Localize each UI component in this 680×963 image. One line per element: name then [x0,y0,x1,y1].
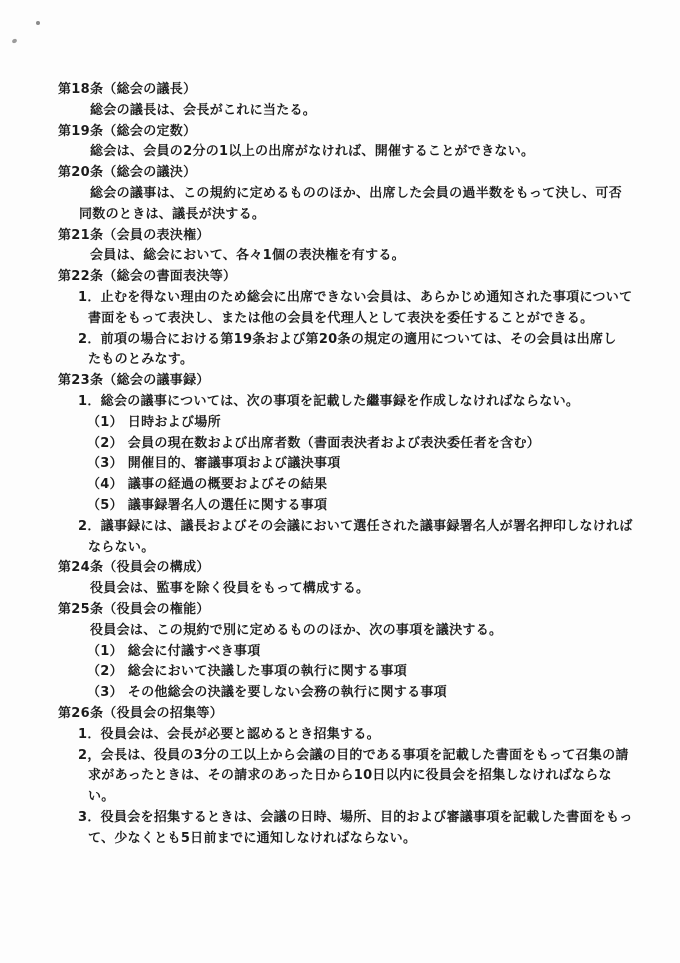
article-line: たものとみなす。 [88,352,194,368]
article-heading: 第22条（総会の書面表決等） [58,269,237,285]
article-line: （5） 議事録署名人の選任に関する事項 [87,497,328,513]
article-line: 役員会は、この規約で別に定めるもののほか、次の事項を議決する。 [90,622,503,638]
article-line: 1．総会の議事については、次の事項を記載した繼事録を作成しなければならない。 [78,393,580,409]
article-heading: 第26条（役員会の招集等） [58,705,223,721]
article-line: （1） 総会に付議すべき事項 [87,643,261,659]
article-line: 1．役員会は、会長が必要と認めるとき招集する。 [78,726,380,742]
article-line: 役員会は、監事を除く役員をもって構成する。 [90,581,370,597]
article-line: 2．前項の場合における第19条および第20条の規定の適用については、その会員は出席し [78,331,617,347]
article-line: 1．止むを得ない理由のため総会に出席できない会員は、あらかじめ通知された事項について [78,289,633,305]
article-line: て、少なくとも5日前までに通知しなければならない。 [88,830,417,846]
document-body [58,80,660,849]
article-line: （2） 総会において決議した事項の執行に関する事項 [87,664,408,680]
article-heading: 第23条（総会の議事録） [58,373,210,389]
article-heading: 第24条（役員会の構成） [58,560,210,576]
scan-speck [11,38,17,44]
article-line: （2） 会員の現在数および出席者数（書面表決者および表決委任者を含む） [87,435,541,451]
article-line: （1） 日時および場所 [87,414,221,430]
article-heading: 第18条（総会の議長） [58,82,197,97]
article-line: 総会の議長は、会長がこれに当たる。 [90,102,317,118]
article-heading: 第19条（総会の定数） [58,123,197,139]
article-line: 求があったときは、その請求のあった日から10日以内に役員会を招集しなければならな [88,768,612,784]
article-line: 総会の議事は、この規約に定めるもののほか、出席した会員の過半数をもって決し、可否 [90,185,623,201]
article-line: （3） その他総会の決議を要しない会務の執行に関する事項 [87,685,447,701]
article-line: 同数のときは、議長が決する。 [79,206,266,222]
article-line: ならない。 [88,539,155,555]
article-line: い。 [88,789,115,805]
article-heading: 第25条（役員会の権能） [58,601,210,617]
article-line: 書面をもって表決し、または他の会員を代理人として表決を委任することができる。 [88,310,594,326]
article-line: 3．役員会を招集するときは、会議の日時、場所、目的および審議事項を記載した書面をもっ [78,809,633,825]
article-line: 2，会長は、役員の3分の工以上から会議の目的である事項を記載した書面をもって召集の請 [78,747,629,763]
article-line: 総会は、会員の2分の1以上の出席がなければ、開催することができない。 [90,144,535,160]
article-heading: 第21条（会員の表決権） [58,227,210,243]
scan-speck [36,21,40,25]
article-line: 会員は、総会において、各々1個の表決権を有する。 [90,248,405,264]
article-line: （4） 議事の経過の概要およびその結果 [87,477,328,493]
article-heading: 第20条（総会の議決） [58,165,197,181]
article-line: （3） 開催目的、審議事項および議決事項 [87,456,341,472]
article-line: 2．議事録には、議長およびその会議において選任された議事録署名人が署名押印しなければ [78,518,633,534]
